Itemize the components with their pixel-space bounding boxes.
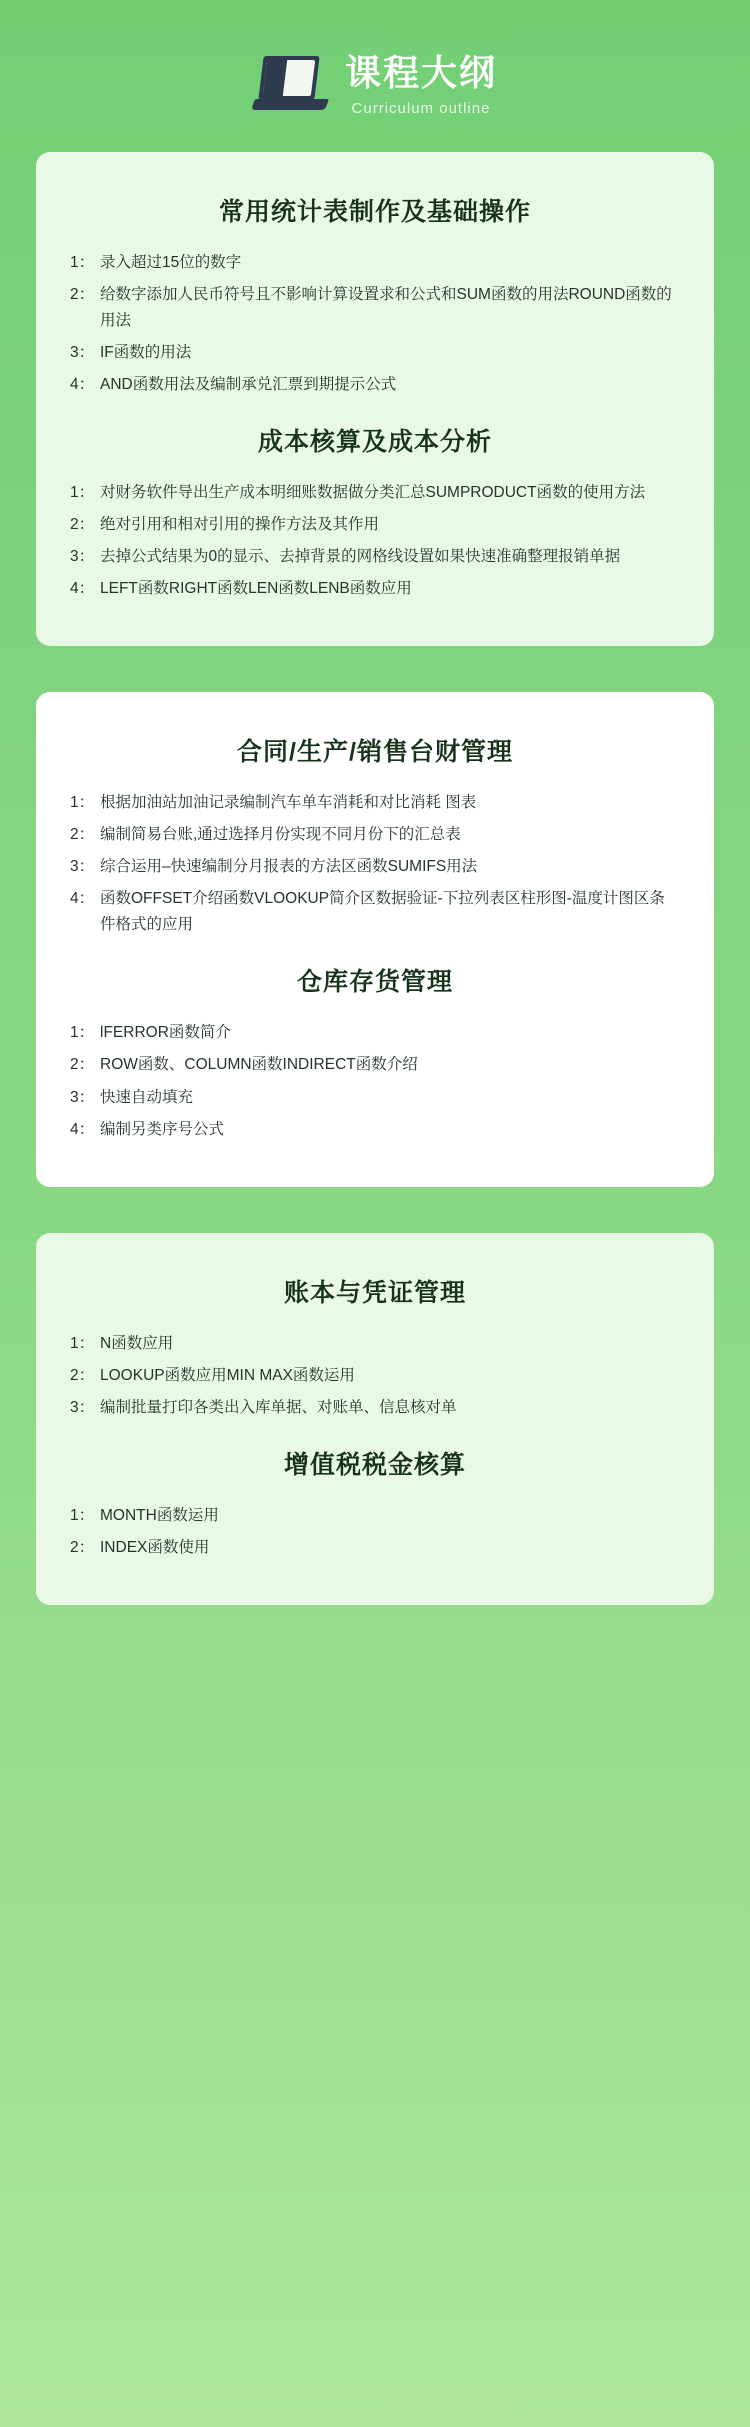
list-item-number: 2：: [70, 1366, 95, 1384]
curriculum-section: [66, 1445, 684, 1561]
list-item-number: 3：: [70, 548, 95, 566]
page-title: 课程大纲: [344, 51, 497, 93]
section-item-list: [66, 1503, 684, 1561]
list-item-number: 2：: [70, 1056, 95, 1074]
section-item-list: [66, 1331, 684, 1421]
list-item: [70, 544, 680, 570]
list-item: [70, 372, 680, 398]
section-item-list: [66, 480, 684, 602]
list-item-number: 1：: [70, 1506, 95, 1524]
list-item-text: lFERROR函数简介: [100, 1024, 231, 1042]
list-item-text: LEFT函数RIGHT函数LEN函数LENB函数应用: [100, 580, 412, 598]
list-item-text: IF函数的用法: [100, 344, 192, 362]
list-item: [70, 480, 680, 506]
list-item-text: 综合运用–快速编制分月报表的方法区函数SUMIFS用法: [100, 858, 478, 876]
curriculum-section: [66, 962, 684, 1142]
list-item: [70, 1052, 680, 1078]
list-item-text: N函数应用: [100, 1334, 174, 1352]
section-title: 成本核算及成本分析: [257, 428, 492, 457]
list-item-number: 4：: [70, 376, 95, 394]
list-item-number: 2：: [70, 826, 95, 844]
list-item-number: 1：: [70, 484, 95, 502]
section-item-list: [66, 1020, 684, 1142]
list-item-text: ROW函数、COLUMN函数INDIRECT函数介绍: [100, 1056, 418, 1074]
list-item-number: 3：: [70, 858, 95, 876]
list-item-number: 3：: [70, 344, 95, 362]
list-item-number: 1：: [70, 1334, 95, 1352]
list-item: [70, 1085, 680, 1111]
list-item-number: 2：: [70, 286, 95, 304]
list-item-number: 3：: [70, 1398, 95, 1416]
list-item: [70, 790, 680, 816]
section-item-list: [66, 790, 684, 938]
list-item-number: 2：: [70, 516, 95, 534]
list-item-number: 1：: [70, 794, 95, 812]
section-title: 账本与凭证管理: [283, 1278, 466, 1307]
list-item: [70, 250, 680, 276]
list-item: [70, 576, 680, 602]
list-item-text: 编制简易台账,通过选择月份实现不同月份下的汇总表: [100, 826, 461, 844]
list-item-text: 录入超过15位的数字: [100, 254, 242, 271]
list-item: [70, 1117, 680, 1143]
list-item: [70, 282, 680, 334]
curriculum-card: [36, 152, 714, 646]
list-item-text: 绝对引用和相对引用的操作方法及其作用: [100, 516, 380, 534]
list-item: [70, 1020, 680, 1046]
curriculum-section: [66, 1273, 684, 1421]
list-item: [70, 1363, 680, 1389]
list-item-number: 4：: [70, 890, 95, 908]
section-item-list: [66, 250, 684, 398]
curriculum-card: [36, 692, 714, 1186]
section-title: 合同/生产/销售台财管理: [237, 738, 513, 767]
list-item-text: INDEX函数使用: [100, 1538, 210, 1556]
list-item-text: 编制另类序号公式: [100, 1120, 225, 1138]
section-title: 常用统计表制作及基础操作: [218, 198, 531, 226]
list-item: [70, 822, 680, 848]
list-item-text: AND函数用法及编制承兑汇票到期提示公式: [100, 376, 397, 394]
list-item-number: 1：: [70, 1024, 95, 1042]
list-item: [70, 1331, 680, 1357]
curriculum-section: [66, 422, 684, 602]
list-item: [70, 886, 680, 938]
list-item: [70, 1395, 680, 1421]
list-item-number: 1：: [70, 254, 95, 271]
list-item-text: 根据加油站加油记录编制汽车单车消耗和对比消耗 图表: [100, 794, 477, 812]
curriculum-section: [66, 732, 684, 938]
cards-container: [0, 152, 750, 1605]
curriculum-card: [36, 1233, 714, 1605]
list-item-number: 2：: [70, 1538, 95, 1556]
list-item-text: 对财务软件导出生产成本明细账数据做分类汇总SUMPRODUCT函数的使用方法: [100, 484, 646, 502]
poster-header: [0, 0, 750, 152]
list-item-number: 4：: [70, 1120, 95, 1138]
list-item: [70, 1503, 680, 1529]
header-title-block: [344, 51, 497, 117]
list-item: [70, 854, 680, 880]
list-item: [70, 1535, 680, 1561]
list-item-text: MONTH函数运用: [100, 1506, 219, 1524]
list-item: [70, 512, 680, 538]
list-item-number: 4：: [70, 580, 95, 598]
list-item-text: LOOKUP函数应用MIN MAX函数运用: [100, 1366, 355, 1384]
section-title: 增值税税金核算: [283, 1450, 466, 1479]
list-item-text: 给数字添加人民币符号且不影响计算设置求和公式和SUM函数的用法ROUND函数的用法: [100, 286, 672, 330]
list-item-text: 函数OFFSET介绍函数VLOOKUP简介区数据验证-下拉列表区柱形图-温度计图区条件格式的应用: [100, 890, 665, 934]
list-item-number: 3：: [70, 1088, 95, 1106]
section-title: 仓库存货管理: [296, 968, 453, 997]
page-subtitle: Curriculum outline: [351, 99, 491, 117]
list-item-text: 去掉公式结果为0的显示、去掉背景的网格线设置如果快速准确整理报销单据: [100, 548, 621, 566]
curriculum-section: [66, 192, 684, 398]
list-item-text: 编制批量打印各类出入库单据、对账单、信息核对单: [100, 1398, 457, 1416]
laptop-icon: [253, 52, 327, 118]
list-item: [70, 340, 680, 366]
list-item-text: 快速自动填充: [100, 1088, 194, 1106]
